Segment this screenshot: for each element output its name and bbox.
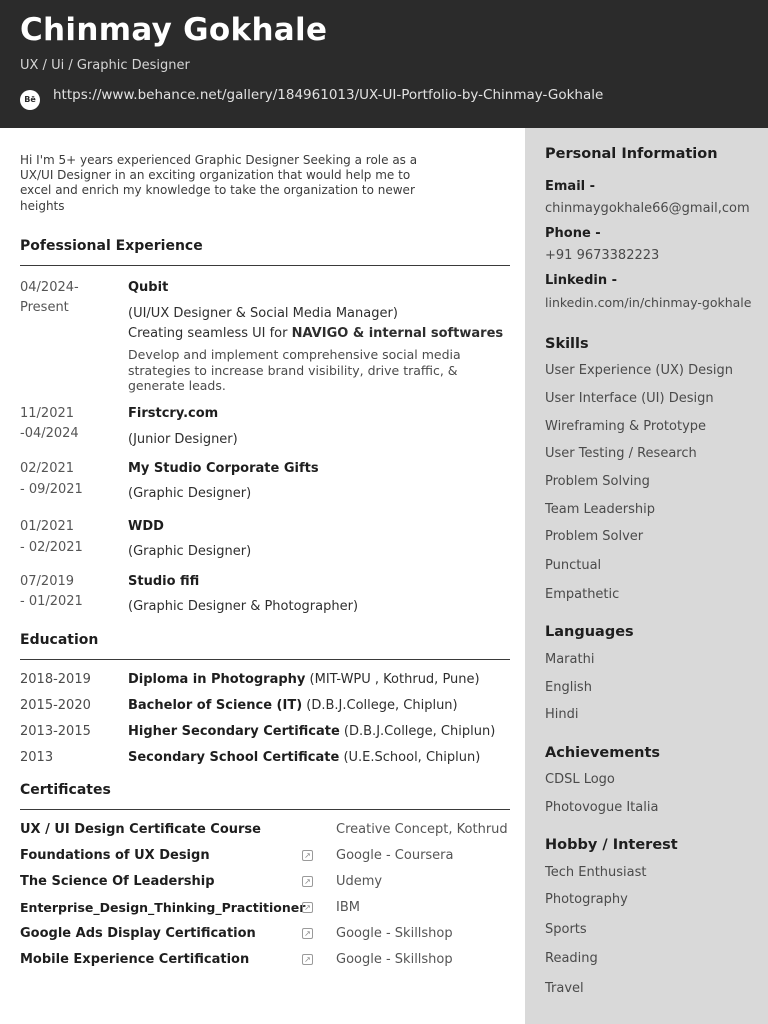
- certificate-name: Google Ads Display Certification: [20, 926, 256, 941]
- job-date-end: -04/2024: [20, 426, 79, 441]
- language-item: Hindi: [545, 707, 579, 722]
- skill-item: User Experience (UX) Design: [545, 363, 733, 378]
- hobby-item: Travel: [545, 981, 584, 996]
- job-company: My Studio Corporate Gifts: [128, 461, 319, 476]
- skill-item: Wireframing & Prototype: [545, 419, 707, 434]
- language-item: Marathi: [545, 652, 595, 667]
- phone-label: Phone -: [545, 226, 601, 241]
- education-year: 2015-2020: [20, 698, 91, 713]
- certificates-heading: Certificates: [20, 782, 510, 810]
- job-company: Qubit: [128, 280, 169, 295]
- education-institution: (D.B.J.College, Chiplun): [302, 698, 458, 713]
- hobby-heading: Hobby / Interest: [545, 837, 678, 853]
- education-institution: (U.E.School, Chiplun): [339, 750, 481, 765]
- education-entry: [128, 698, 458, 713]
- email-value[interactable]: chinmaygokhale66@gmail,com: [545, 201, 750, 216]
- personal-info-heading: Personal Information: [545, 146, 718, 162]
- intro-summary: Hi I'm 5+ years experienced Graphic Designer Seeking a role as a UX/UI Designer in an exciting organization that would help me to excel and enrich my knowledge to take the organization to newer heights: [20, 153, 418, 213]
- certificate-issuer: Udemy: [336, 874, 383, 889]
- education-year: 2013-2015: [20, 724, 91, 739]
- achievement-item: Photovogue Italia: [545, 800, 659, 815]
- job-date-end: - 02/2021: [20, 540, 83, 555]
- external-link-icon[interactable]: ↗: [302, 928, 313, 939]
- education-institution: (MIT-WPU , Kothrud, Pune): [305, 672, 480, 687]
- skill-item: Problem Solver: [545, 529, 644, 544]
- certificate-name: Foundations of UX Design: [20, 848, 210, 863]
- education-degree: Bachelor of Science (IT): [128, 698, 303, 713]
- external-link-icon[interactable]: ↗: [302, 876, 313, 887]
- job-date-end: - 01/2021: [20, 594, 83, 609]
- job-date-end: Present: [20, 300, 69, 315]
- job-date-start: 01/2021: [20, 519, 75, 534]
- linkedin-label: Linkedin -: [545, 273, 618, 288]
- candidate-name: Chinmay Gokhale: [20, 12, 328, 48]
- certificate-name: Enterprise_Design_Thinking_Practitioner: [20, 900, 306, 915]
- job-highlight-text: Creating seamless UI for: [128, 326, 292, 341]
- job-role: (Graphic Designer): [128, 486, 252, 501]
- job-highlight: [128, 326, 503, 341]
- education-entry: [128, 750, 480, 765]
- job-date-start: 02/2021: [20, 461, 75, 476]
- languages-heading: Languages: [545, 624, 634, 640]
- education-institution: (D.B.J.College, Chiplun): [339, 724, 496, 739]
- education-heading: Education: [20, 632, 510, 660]
- job-date-end: - 09/2021: [20, 482, 83, 497]
- skill-item: Empathetic: [545, 587, 620, 602]
- external-link-icon[interactable]: ↗: [302, 954, 313, 965]
- job-highlight-bold: NAVIGO & internal softwares: [291, 326, 504, 341]
- job-description: Develop and implement comprehensive social media strategies to increase brand visibility, drive traffic, & generate leads.: [128, 347, 461, 393]
- experience-heading: Pofessional Experience: [20, 238, 510, 266]
- certificate-issuer: Google - Skillshop: [336, 952, 453, 967]
- hobby-item: Reading: [545, 951, 598, 966]
- job-role: (Graphic Designer & Photographer): [128, 599, 359, 614]
- certificate-name: The Science Of Leadership: [20, 874, 215, 889]
- job-company: Firstcry.com: [128, 406, 219, 421]
- education-entry: [128, 724, 495, 739]
- education-degree: Higher Secondary Certificate: [128, 724, 340, 739]
- external-link-icon[interactable]: ↗: [302, 850, 313, 861]
- skill-item: Punctual: [545, 558, 602, 573]
- job-role: (UI/UX Designer & Social Media Manager): [128, 306, 398, 321]
- header: [0, 0, 768, 128]
- candidate-role: UX / Ui / Graphic Designer: [20, 58, 190, 73]
- certificate-issuer: Google - Coursera: [336, 848, 454, 863]
- skill-item: User Interface (UI) Design: [545, 391, 714, 406]
- job-role: (Junior Designer): [128, 432, 238, 447]
- job-date-start: 04/2024-: [20, 280, 79, 295]
- linkedin-value[interactable]: linkedin.com/in/chinmay-gokhale: [545, 295, 752, 310]
- behance-icon: Bē: [20, 90, 40, 110]
- certificate-name: Mobile Experience Certification: [20, 952, 250, 967]
- certificate-issuer: Google - Skillshop: [336, 926, 453, 941]
- job-role: (Graphic Designer): [128, 544, 252, 559]
- email-label: Email -: [545, 179, 596, 194]
- job-company: WDD: [128, 519, 164, 534]
- external-link-icon[interactable]: ↗: [302, 902, 313, 913]
- job-date-start: 11/2021: [20, 406, 75, 421]
- job-company: Studio fifi: [128, 574, 200, 589]
- portfolio-link[interactable]: https://www.behance.net/gallery/184961013/UX-UI-Portfolio-by-Chinmay-Gokhale: [53, 87, 604, 103]
- education-entry: [128, 672, 480, 687]
- education-degree: Secondary School Certificate: [128, 750, 340, 765]
- certificate-issuer: Creative Concept, Kothrud: [336, 822, 508, 837]
- achievements-heading: Achievements: [545, 745, 661, 761]
- education-year: 2013: [20, 750, 54, 765]
- skills-heading: Skills: [545, 336, 589, 352]
- certificate-issuer: IBM: [336, 900, 360, 915]
- language-item: English: [545, 680, 592, 695]
- skill-item: Team Leadership: [545, 502, 655, 517]
- hobby-item: Photography: [545, 892, 628, 907]
- hobby-item: Tech Enthusiast: [545, 865, 647, 880]
- education-degree: Diploma in Photography: [128, 672, 306, 687]
- hobby-item: Sports: [545, 922, 587, 937]
- skill-item: User Testing / Research: [545, 446, 697, 461]
- certificate-name: UX / UI Design Certificate Course: [20, 822, 261, 837]
- skill-item: Problem Solving: [545, 474, 650, 489]
- job-date-start: 07/2019: [20, 574, 75, 589]
- phone-value[interactable]: +91 9673382223: [545, 248, 660, 263]
- education-year: 2018-2019: [20, 672, 91, 687]
- achievement-item: CDSL Logo: [545, 772, 615, 787]
